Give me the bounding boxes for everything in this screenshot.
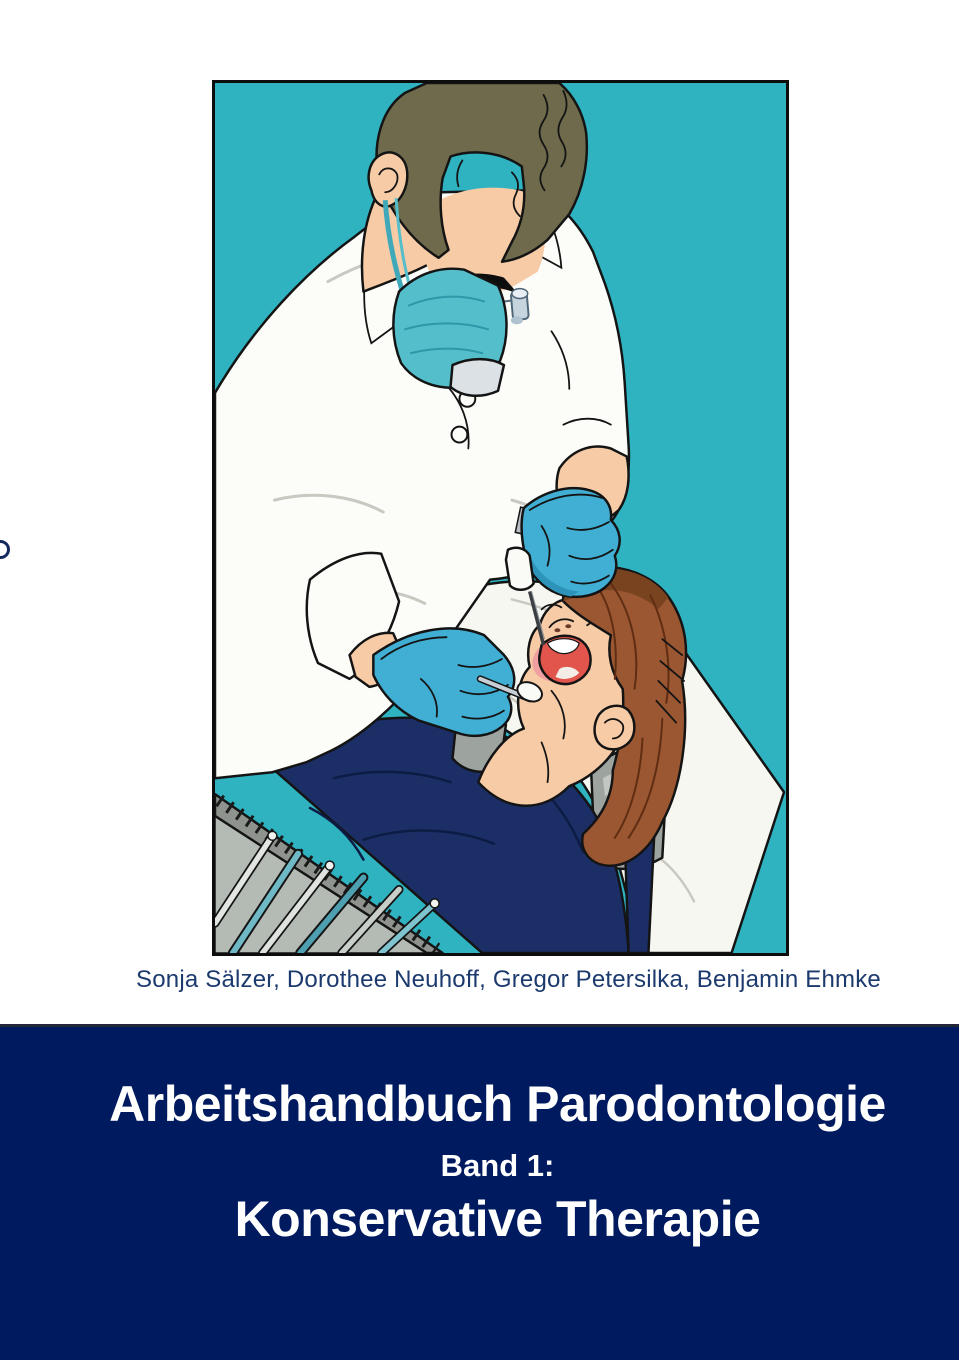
nostril: [554, 628, 560, 632]
authors-line: Sonja Sälzer, Dorothee Neuhoff, Gregor Petersilka, Benjamin Ehmke: [136, 966, 881, 993]
clipped-letter-fragment: [0, 540, 10, 559]
syringe-barrel: [506, 548, 534, 590]
loupe-right: [511, 289, 529, 325]
dentist-treatment-illustration: [215, 83, 786, 953]
title-banner: [0, 1024, 959, 1360]
cover-illustration-panel: [212, 80, 789, 956]
shirt-button: [452, 427, 468, 443]
patient-ear: [595, 706, 635, 750]
book-subtitle: Konservative Therapie: [234, 1190, 761, 1247]
volume-label: Band 1:: [440, 1147, 555, 1183]
nostril: [565, 624, 571, 628]
undershirt-collar: [451, 359, 504, 396]
book-title: Arbeitshandbuch Parodontologie: [109, 1076, 886, 1132]
